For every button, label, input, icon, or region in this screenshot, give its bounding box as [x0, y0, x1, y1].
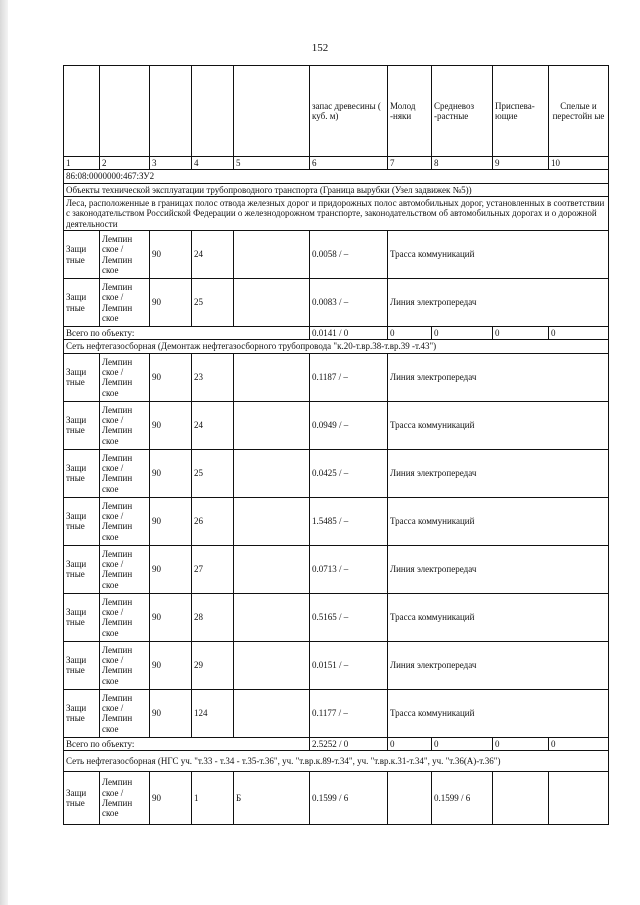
- wood-volume: 0.0151 / –: [310, 641, 388, 689]
- table-row: [64, 545, 609, 593]
- table-row: [64, 231, 609, 279]
- purpose: Линия электропередач: [388, 641, 609, 689]
- protection-category: Защи тные: [64, 497, 100, 545]
- forestry-name: Лемпин ское / Лемпин ское: [100, 353, 150, 401]
- subplot: Б: [234, 772, 310, 825]
- subplot: [234, 449, 310, 497]
- header-cell-4: [192, 66, 234, 157]
- table-row: [64, 641, 609, 689]
- header-cell-1: [64, 66, 100, 157]
- mature-volume: [549, 772, 609, 825]
- forest-category-description: Леса, расположенные в границах полос отвода железных дорог и придорожных полос автомобильных дорог, установленных в соответствии с законодательством Российской Федерации о железнодорожном транспорте, законодательством об автомобильных дорогах и о дорожной деятельности: [64, 197, 609, 231]
- total-middle-aged: 0: [432, 327, 493, 340]
- total-label: Всего по объекту:: [64, 737, 310, 750]
- table-row: [64, 279, 609, 327]
- header-wood-stock: запас древесины ( куб. м): [310, 66, 388, 157]
- wood-volume: 0.0083 / –: [310, 279, 388, 327]
- forestry-name: Лемпин ское / Лемпин ское: [100, 231, 150, 279]
- purpose: Трасса коммуникаций: [388, 231, 609, 279]
- forest-table: [63, 65, 609, 825]
- wood-volume: 0.0713 / –: [310, 545, 388, 593]
- wood-volume: 0.5165 / –: [310, 593, 388, 641]
- plot-number: 26: [192, 497, 234, 545]
- table-row: [64, 772, 609, 825]
- total-young: 0: [388, 327, 432, 340]
- protection-category: Защи тные: [64, 401, 100, 449]
- header-row: [64, 66, 609, 157]
- wood-volume: 0.1177 / –: [310, 689, 388, 737]
- subplot: [234, 279, 310, 327]
- forestry-name: Лемпин ское / Лемпин ское: [100, 689, 150, 737]
- section-title: Сеть нефтегазосборная (Демонтаж нефтегазосборного трубопровода "к.20-т.вр.38-т.вр.39 -т.43"): [64, 340, 609, 353]
- subplot: [234, 641, 310, 689]
- plot-number: 29: [192, 641, 234, 689]
- plot-number: 24: [192, 401, 234, 449]
- header-middle-aged: Средневоз -растные: [432, 66, 493, 157]
- plot-number: 28: [192, 593, 234, 641]
- forestry-name: Лемпин ское / Лемпин ское: [100, 545, 150, 593]
- col-number: 3: [150, 157, 192, 170]
- forestry-name: Лемпин ское / Лемпин ское: [100, 641, 150, 689]
- protection-category: Защи тные: [64, 689, 100, 737]
- quarter-number: 90: [150, 401, 192, 449]
- total-volume: 0.0141 / 0: [310, 327, 388, 340]
- total-maturing: 0: [493, 327, 549, 340]
- wood-volume: 0.1187 / –: [310, 353, 388, 401]
- protection-category: Защи тные: [64, 545, 100, 593]
- column-number-row: [64, 157, 609, 170]
- table-row: [64, 449, 609, 497]
- plot-number: 25: [192, 449, 234, 497]
- plot-number: 124: [192, 689, 234, 737]
- wood-volume: 0.0425 / –: [310, 449, 388, 497]
- protection-category: Защи тные: [64, 231, 100, 279]
- header-cell-5: [234, 66, 310, 157]
- plot-number: 24: [192, 231, 234, 279]
- maturing-volume: [493, 772, 549, 825]
- header-young: Молод -няки: [388, 66, 432, 157]
- quarter-number: 90: [150, 545, 192, 593]
- col-number: 1: [64, 157, 100, 170]
- forestry-name: Лемпин ское / Лемпин ское: [100, 593, 150, 641]
- total-mature: 0: [549, 737, 609, 750]
- col-number: 4: [192, 157, 234, 170]
- total-young: 0: [388, 737, 432, 750]
- col-number: 6: [310, 157, 388, 170]
- purpose: Линия электропередач: [388, 353, 609, 401]
- quarter-number: 90: [150, 497, 192, 545]
- cadastral-number: 86:08:0000000:467:ЗУ2: [64, 170, 609, 183]
- subplot: [234, 497, 310, 545]
- col-number: 10: [549, 157, 609, 170]
- subplot: [234, 353, 310, 401]
- section-title: Объекты технической эксплуатации трубопроводного транспорта (Граница вырубки (Узел задвижек №5)): [64, 183, 609, 196]
- quarter-number: 90: [150, 449, 192, 497]
- plot-number: 23: [192, 353, 234, 401]
- wood-volume: 0.0949 / –: [310, 401, 388, 449]
- quarter-number: 90: [150, 689, 192, 737]
- quarter-number: 90: [150, 641, 192, 689]
- table-row: [64, 689, 609, 737]
- protection-category: Защи тные: [64, 641, 100, 689]
- total-label: Всего по объекту:: [64, 327, 310, 340]
- wood-volume: 0.1599 / 6: [310, 772, 388, 825]
- quarter-number: 90: [150, 231, 192, 279]
- purpose: Линия электропередач: [388, 279, 609, 327]
- col-number: 9: [493, 157, 549, 170]
- header-mature: Спелые и перестойн ые: [549, 66, 609, 157]
- plot-number: 25: [192, 279, 234, 327]
- col-number: 5: [234, 157, 310, 170]
- subplot: [234, 401, 310, 449]
- protection-category: Защи тные: [64, 772, 100, 825]
- subplot: [234, 545, 310, 593]
- purpose: Трасса коммуникаций: [388, 689, 609, 737]
- wood-volume: 1.5485 / –: [310, 497, 388, 545]
- table-row: [64, 593, 609, 641]
- total-middle-aged: 0: [432, 737, 493, 750]
- col-number: 2: [100, 157, 150, 170]
- protection-category: Защи тные: [64, 593, 100, 641]
- subplot: [234, 689, 310, 737]
- middle-aged-volume: 0.1599 / 6: [432, 772, 493, 825]
- purpose: Линия электропередач: [388, 545, 609, 593]
- plot-number: 27: [192, 545, 234, 593]
- forestry-name: Лемпин ское / Лемпин ское: [100, 279, 150, 327]
- subplot: [234, 593, 310, 641]
- forestry-name: Лемпин ское / Лемпин ское: [100, 497, 150, 545]
- quarter-number: 90: [150, 772, 192, 825]
- forestry-name: Лемпин ское / Лемпин ское: [100, 401, 150, 449]
- forestry-name: Лемпин ское / Лемпин ское: [100, 772, 150, 825]
- header-cell-3: [150, 66, 192, 157]
- total-mature: 0: [549, 327, 609, 340]
- section-title: Сеть нефтегазосборная (НГС уч. "т.33 - т.34 - т.35-т.36", уч. "т.вр.к.89-т.34", уч. "т.вр.к.31-т.34", уч. "т.36(А)-т.36"): [64, 751, 609, 772]
- plot-number: 1: [192, 772, 234, 825]
- protection-category: Защи тные: [64, 353, 100, 401]
- purpose: Трасса коммуникаций: [388, 497, 609, 545]
- binding-edge: [0, 0, 8, 905]
- subplot: [234, 231, 310, 279]
- page-number: 152: [311, 42, 329, 54]
- quarter-number: 90: [150, 593, 192, 641]
- purpose: Линия электропередач: [388, 449, 609, 497]
- wood-volume: 0.0058 / –: [310, 231, 388, 279]
- total-volume: 2.5252 / 0: [310, 737, 388, 750]
- table-row: [64, 401, 609, 449]
- col-number: 7: [388, 157, 432, 170]
- table-row: [64, 353, 609, 401]
- quarter-number: 90: [150, 353, 192, 401]
- total-maturing: 0: [493, 737, 549, 750]
- quarter-number: 90: [150, 279, 192, 327]
- total-row: [64, 327, 609, 340]
- header-cell-2: [100, 66, 150, 157]
- protection-category: Защи тные: [64, 279, 100, 327]
- purpose: Трасса коммуникаций: [388, 593, 609, 641]
- young-volume: [388, 772, 432, 825]
- header-maturing: Приспева- ющие: [493, 66, 549, 157]
- forestry-name: Лемпин ское / Лемпин ское: [100, 449, 150, 497]
- protection-category: Защи тные: [64, 449, 100, 497]
- total-row: [64, 737, 609, 750]
- col-number: 8: [432, 157, 493, 170]
- table-row: [64, 497, 609, 545]
- purpose: Трасса коммуникаций: [388, 401, 609, 449]
